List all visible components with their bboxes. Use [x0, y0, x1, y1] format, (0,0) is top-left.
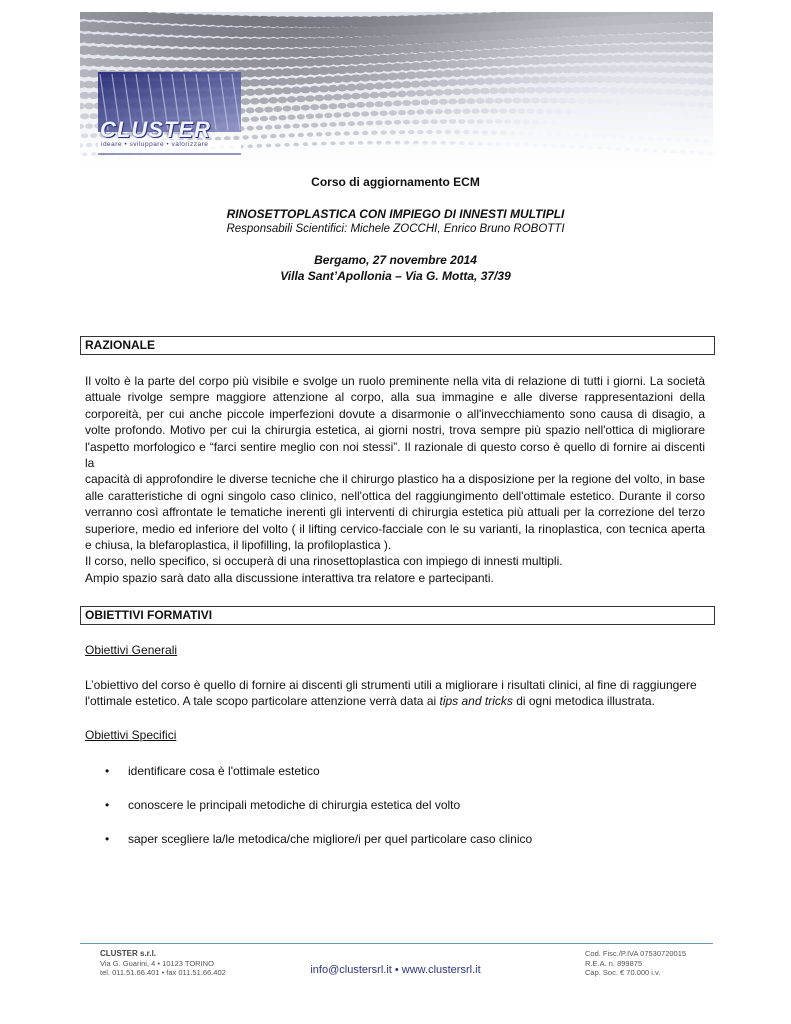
razionale-line: alle caratteristiche di ogni singolo caso clinico, nell'ottica del raggiungimento dell'ottimale estetico. Durante il corso	[85, 488, 705, 503]
razionale-line: Il corso, nello specifico, si occuperà di una rinosettoplastica con impiego di innesti multipli.	[85, 554, 563, 569]
course-type: Corso di aggiornamento ECM	[311, 175, 480, 189]
course-title: RINOSETTOPLASTICA CON IMPIEGO DI INNESTI MULTIPLI	[226, 207, 565, 221]
bullet-icon: •	[105, 798, 110, 812]
list-item	[105, 831, 705, 865]
footer-legal	[585, 949, 686, 978]
razionale-line: capacità di approfondire le diverse tecniche che il chirurgo plastico ha a disposizione per la regione del volto, in base	[85, 472, 705, 487]
footer-contact[interactable]: info@clustersrl.it • www.clustersrl.it	[310, 964, 481, 976]
generali-line-text: di ogni metodica illustrata.	[512, 694, 655, 709]
generali-line	[85, 693, 705, 709]
footer-rea: R.E.A. n. 899875	[585, 958, 643, 968]
footer-street: Via G. Guarini, 4 • 10123 TORINO	[100, 958, 214, 968]
generali-line-text: l'ottimale estetico. A tale scopo particolare attenzione verrà data ai	[85, 694, 440, 709]
razionale-line: l'aspetto morfologico e “farci sentire meglio con noi stessi”. Il razionale di questo corso è quello di fornire ai discenti la	[85, 439, 705, 471]
subheading-generali: Obiettivi Generali	[85, 643, 178, 657]
footer-phone: tel. 011.51.66.401 • fax 011.51.66.402	[100, 968, 226, 977]
section-header-razionale: RAZIONALE	[80, 336, 715, 355]
generali-line: L’obiettivo del corso è quello di fornire ai discenti gli strumenti utili a migliorare i risultati clinici, al fine di raggiungere	[85, 678, 697, 692]
razionale-line: volte profondo. Motivo per cui la chirurgia estetica, ai giorni nostri, trova sempre più spazio nell'ottica di migliorare	[85, 423, 705, 438]
footer-divider	[80, 943, 713, 944]
razionale-line: e chiusa, la blefaroplastica, il lipofilling, la profiloplastica ).	[85, 538, 392, 553]
razionale-line: verranno così affrontate le tematiche inerenti gli interventi di chirurgia estetica più attuali per la correzione del terzo	[85, 505, 705, 520]
scientific-leads: Responsabili Scientifici: Michele ZOCCHI, Enrico Bruno ROBOTTI	[226, 223, 565, 235]
list-item-text: conoscere le principali metodiche di chirurgia estetica del volto	[128, 798, 461, 812]
razionale-text	[85, 373, 705, 586]
list-item-text: saper scegliere la/le metodica/che migliore/i per quel particolare caso clinico	[128, 832, 533, 846]
list-item	[105, 797, 705, 831]
venue: Villa Sant’Apollonia – Via G. Motta, 37/39	[280, 269, 511, 283]
bullet-icon: •	[105, 764, 110, 778]
subheading-specifici: Obiettivi Specifici	[85, 728, 177, 742]
razionale-line: superiore, medio ed inferiore del volto ( il lifting cervico-facciale con le su varianti, la rinoplastica, con tecnica aperta	[85, 521, 705, 536]
razionale-line: attuale rivolge sempre maggiore attenzione al corpo, alla sua immagine e alle diverse rappresentazioni della	[85, 390, 705, 405]
footer-tax: Cod. Fisc./P.IVA 07530720015	[585, 949, 687, 958]
bullet-icon: •	[105, 832, 110, 846]
section-header-obiettivi: OBIETTIVI FORMATIVI	[80, 606, 715, 625]
date-place: Bergamo, 27 novembre 2014	[314, 253, 477, 267]
list-item-text: identificare cosa è l'ottimale estetico	[128, 764, 320, 778]
specifici-list	[105, 763, 705, 865]
razionale-line: Il volto è la parte del corpo più visibile e svolge un ruolo preminente nella vita di relazione di tutti i giorni. La società	[85, 374, 705, 388]
list-item	[105, 763, 705, 797]
footer-capital: Cap. Soc. € 70.000 i.v.	[585, 968, 661, 977]
generali-emphasis: tips and tricks	[439, 694, 513, 709]
generali-text	[85, 677, 705, 710]
logo-tagline: ideare • sviluppare • valorizzare	[101, 141, 209, 148]
footer-company: CLUSTER s.r.l.	[100, 949, 157, 958]
razionale-line: corporeità, per cui anche piccole imperfezioni dovute a disarmonie o all'invecchiamento sono causa di disagio, a	[85, 406, 705, 421]
razionale-line: Ampio spazio sarà dato alla discussione interattiva tra relatore e partecipanti.	[85, 570, 494, 585]
logo-name: CLUSTER	[100, 117, 211, 142]
